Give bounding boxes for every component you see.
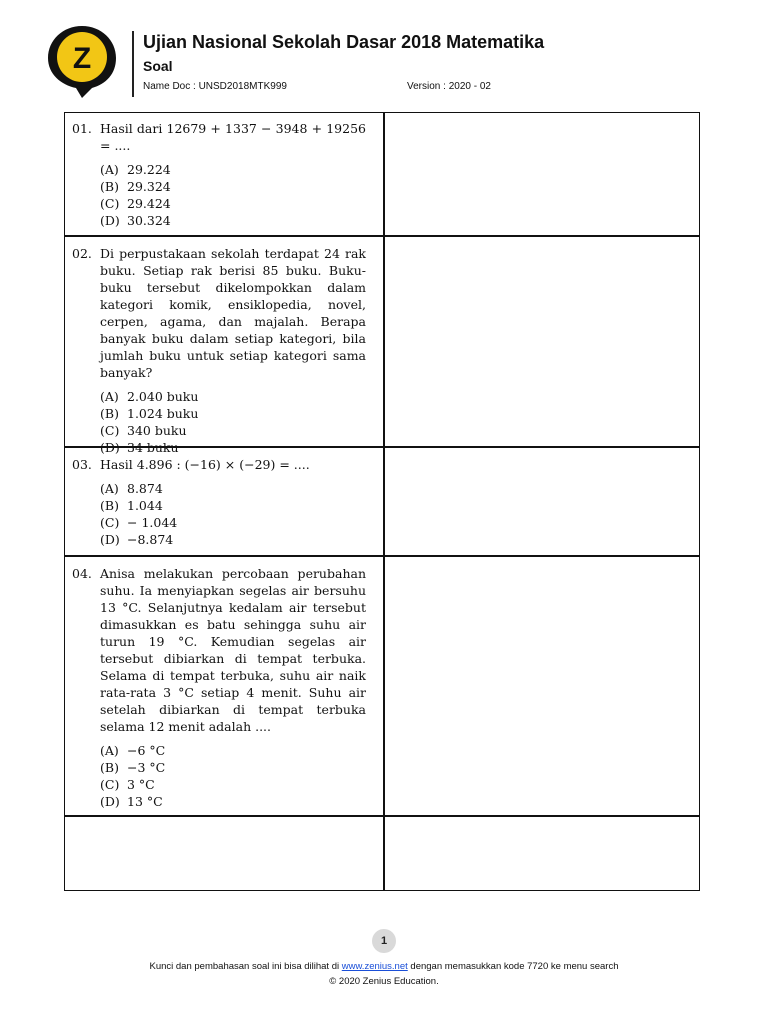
option-label: (B) <box>100 760 119 775</box>
option-label: (B) <box>100 498 119 513</box>
option-value: 29.224 <box>127 162 171 177</box>
option-value: −8.874 <box>127 532 174 547</box>
option-label: (D) <box>100 532 120 547</box>
copyright: © 2020 Zenius Education. <box>329 976 439 987</box>
question-number: 01. <box>72 121 92 136</box>
row-divider <box>64 815 700 817</box>
option-list <box>72 742 366 810</box>
option-label: (C) <box>100 515 120 530</box>
option-label: (A) <box>100 481 119 496</box>
zenius-logo <box>46 24 118 100</box>
option-c <box>100 195 366 212</box>
option-value: −3 °C <box>127 760 166 775</box>
question-text: Hasil 4.896 : (−16) × (−29) = .... <box>100 457 310 472</box>
option-a <box>100 388 366 405</box>
option-label: (C) <box>100 777 120 792</box>
option-value: 29.424 <box>127 196 171 211</box>
question-text: Di perpustakaan sekolah terdapat 24 rak buku. Setiap rak berisi 85 buku. Buku-buku tersebut dikelompokkan dalam kategori komik, ensiklopedia, novel, cerpen, agama, dan majalah. Berapa banyak buku dalam setiap kategori, bila jumlah buku untuk setiap kategori sama banyak? <box>100 246 366 380</box>
question-number: 04. <box>72 566 92 581</box>
option-label: (D) <box>100 213 120 228</box>
question-4 <box>72 565 366 810</box>
option-value: − 1.044 <box>127 515 178 530</box>
page-title: Ujian Nasional Sekolah Dasar 2018 Matematika <box>143 32 545 52</box>
document-version: Version : 2020 - 02 <box>407 81 491 92</box>
option-d <box>100 212 366 229</box>
header-divider <box>132 31 134 97</box>
footer-note-prefix: Kunci dan pembahasan soal ini bisa dilihat di <box>149 961 342 972</box>
option-a <box>100 742 366 759</box>
option-value: 340 buku <box>127 423 187 438</box>
question-number: 03. <box>72 457 92 472</box>
option-label: (D) <box>100 794 120 809</box>
footer-note <box>0 961 768 972</box>
option-label: (C) <box>100 196 120 211</box>
option-d <box>100 439 366 456</box>
option-value: 2.040 buku <box>127 389 199 404</box>
page-number-badge: 1 <box>372 929 396 953</box>
option-list <box>72 480 366 548</box>
option-b <box>100 405 366 422</box>
option-value: 3 °C <box>127 777 155 792</box>
option-label: (D) <box>100 440 120 455</box>
document-name: Name Doc : UNSD2018MTK999 <box>143 81 287 92</box>
option-a <box>100 480 366 497</box>
option-value: 34 buku <box>127 440 179 455</box>
footer-note-suffix: dengan memasukkan kode 7720 ke menu search <box>407 961 619 972</box>
option-c <box>100 776 366 793</box>
option-list <box>72 161 366 229</box>
question-text: Anisa melakukan percobaan perubahan suhu. Ia menyiapkan segelas air bersuhu 13 °C. Selanjutnya kedalam air tersebut dimasukkan es batu sehingga suhu air turun 19 °C. Kemudian segelas air tersebut dibiarkan di tempat terbuka. Selama di tempat terbuka, suhu air naik rata-rata 3 °C setiap 4 menit. Suhu air setelah dibiarkan di tempat terbuka selama 12 menit adalah .... <box>100 566 366 734</box>
question-3 <box>72 456 366 548</box>
option-value: 1.044 <box>127 498 163 513</box>
option-value: 29.324 <box>127 179 171 194</box>
question-2 <box>72 245 366 456</box>
logo-letter: Z <box>72 42 92 75</box>
question-number: 02. <box>72 246 92 261</box>
option-label: (A) <box>100 162 119 177</box>
option-label: (C) <box>100 423 120 438</box>
option-label: (A) <box>100 743 119 758</box>
option-b <box>100 759 366 776</box>
zenius-link[interactable]: www.zenius.net <box>341 961 408 972</box>
option-a <box>100 161 366 178</box>
option-label: (B) <box>100 179 119 194</box>
row-divider <box>64 555 700 557</box>
question-1 <box>72 120 366 229</box>
option-c <box>100 514 366 531</box>
option-d <box>100 793 366 810</box>
option-value: 30.324 <box>127 213 171 228</box>
option-value: 13 °C <box>127 794 163 809</box>
option-b <box>100 497 366 514</box>
page-subtitle: Soal <box>143 58 173 74</box>
option-label: (B) <box>100 406 119 421</box>
option-value: −6 °C <box>127 743 166 758</box>
option-c <box>100 422 366 439</box>
row-divider <box>64 235 700 237</box>
question-text: Hasil dari 12679 + 1337 − 3948 + 19256 = .... <box>100 121 366 153</box>
option-label: (A) <box>100 389 119 404</box>
option-value: 1.024 buku <box>127 406 199 421</box>
option-list <box>72 388 366 456</box>
option-value: 8.874 <box>127 481 163 496</box>
option-d <box>100 531 366 548</box>
column-divider <box>383 112 385 891</box>
option-b <box>100 178 366 195</box>
